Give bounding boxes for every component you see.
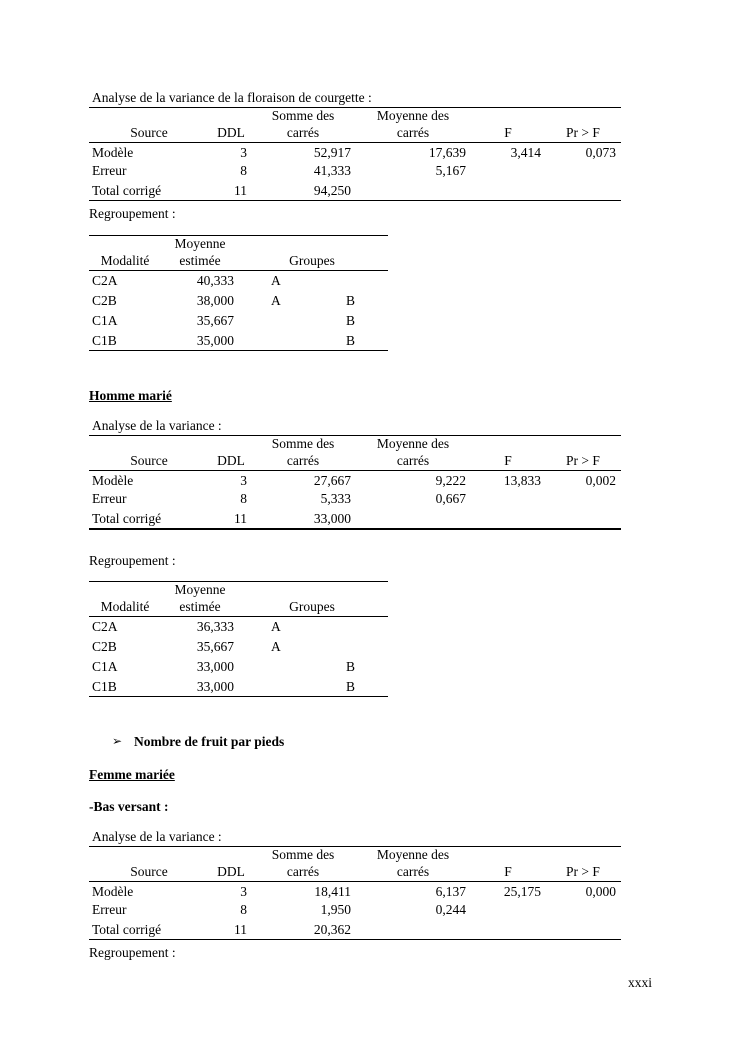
anova-title: Analyse de la variance : xyxy=(92,829,222,844)
header-ss-line1: Somme des xyxy=(271,847,335,862)
row-ddl: 11 xyxy=(234,922,247,937)
header-ss-line2: carrés xyxy=(286,125,320,140)
row-ss: 41,333 xyxy=(313,163,351,178)
row-ddl: 8 xyxy=(240,163,247,178)
row-group-a: A xyxy=(271,293,281,308)
header-p: Pr > F xyxy=(566,453,600,468)
row-f: 25,175 xyxy=(503,884,541,899)
row-source: Modèle xyxy=(92,884,134,899)
row-ss: 1,950 xyxy=(320,902,351,917)
row-modalite: C2B xyxy=(92,293,117,308)
row-mean: 36,333 xyxy=(196,619,234,634)
header-f: F xyxy=(504,453,512,468)
bullet-icon: ➢ xyxy=(112,734,123,748)
section-heading-homme-marie: Homme marié xyxy=(89,388,172,403)
row-ms: 17,639 xyxy=(428,145,466,160)
row-source: Erreur xyxy=(92,902,127,917)
row-modalite: C1A xyxy=(92,659,118,674)
header-source: Source xyxy=(130,125,168,140)
row-group-b: B xyxy=(346,293,356,308)
row-mean: 35,000 xyxy=(196,333,234,348)
row-group-b: B xyxy=(346,333,356,348)
row-mean: 35,667 xyxy=(196,313,234,328)
row-p: 0,000 xyxy=(585,884,616,899)
row-ss: 27,667 xyxy=(313,473,351,488)
row-p: 0,073 xyxy=(585,145,616,160)
header-ms-line1: Moyenne des xyxy=(376,108,450,123)
anova-bottom-rule xyxy=(89,939,621,940)
row-ms: 0,667 xyxy=(435,491,466,506)
row-ss: 18,411 xyxy=(314,884,351,899)
row-ss: 20,362 xyxy=(313,922,351,937)
row-ddl: 11 xyxy=(234,511,247,526)
header-ms-line1: Moyenne des xyxy=(376,847,450,862)
header-modalite: Modalité xyxy=(100,599,150,614)
groups-bottom-rule xyxy=(89,696,388,697)
header-f: F xyxy=(504,864,512,879)
groups-header-rule xyxy=(89,616,388,617)
anova-title: Analyse de la variance : xyxy=(92,418,222,433)
header-mean-line1: Moyenne xyxy=(174,236,226,251)
row-ss: 94,250 xyxy=(313,183,351,198)
row-mean: 38,000 xyxy=(196,293,234,308)
header-source: Source xyxy=(130,453,168,468)
row-mean: 33,000 xyxy=(196,659,234,674)
row-group-b: B xyxy=(346,313,356,328)
header-mean-line2: estimée xyxy=(179,253,221,268)
row-ddl: 11 xyxy=(234,183,247,198)
anova-bottom-rule xyxy=(89,528,621,530)
row-group-a: A xyxy=(271,619,281,634)
header-ss-line2: carrés xyxy=(286,453,320,468)
header-ss-line1: Somme des xyxy=(271,108,335,123)
header-p: Pr > F xyxy=(566,125,600,140)
anova-header-rule xyxy=(89,881,621,882)
row-mean: 35,667 xyxy=(196,639,234,654)
row-modalite: C2A xyxy=(92,619,118,634)
header-modalite: Modalité xyxy=(100,253,150,268)
row-source: Total corrigé xyxy=(92,511,162,526)
header-ms-line2: carrés xyxy=(396,864,430,879)
header-source: Source xyxy=(130,864,168,879)
header-ss-line2: carrés xyxy=(286,864,320,879)
page-number: xxxi xyxy=(628,975,653,990)
row-group-b: B xyxy=(346,679,356,694)
row-mean: 33,000 xyxy=(196,679,234,694)
regroupement-label: Regroupement : xyxy=(89,553,176,568)
groups-header-rule xyxy=(89,270,388,271)
regroupement-label: Regroupement : xyxy=(89,945,176,960)
header-mean-line2: estimée xyxy=(179,599,221,614)
row-ms: 0,244 xyxy=(435,902,466,917)
row-ms: 5,167 xyxy=(435,163,466,178)
row-ms: 6,137 xyxy=(435,884,466,899)
header-f: F xyxy=(504,125,512,140)
anova-title: Analyse de la variance de la floraison de courgette : xyxy=(92,90,372,105)
row-modalite: C2A xyxy=(92,273,118,288)
row-source: Modèle xyxy=(92,145,134,160)
header-mean-line1: Moyenne xyxy=(174,582,226,597)
row-ddl: 3 xyxy=(240,473,247,488)
header-ddl: DDL xyxy=(217,125,245,140)
row-source: Modèle xyxy=(92,473,134,488)
row-ddl: 8 xyxy=(240,902,247,917)
anova-header-rule xyxy=(89,470,621,471)
groups-bottom-rule xyxy=(89,350,388,351)
header-ss-line1: Somme des xyxy=(271,436,335,451)
header-ms-line1: Moyenne des xyxy=(376,436,450,451)
row-group-a: A xyxy=(271,273,281,288)
row-ddl: 3 xyxy=(240,884,247,899)
row-p: 0,002 xyxy=(585,473,616,488)
row-source: Erreur xyxy=(92,163,127,178)
header-p: Pr > F xyxy=(566,864,600,879)
header-groupes: Groupes xyxy=(289,599,335,614)
row-ss: 5,333 xyxy=(320,491,351,506)
header-groupes: Groupes xyxy=(289,253,335,268)
row-ms: 9,222 xyxy=(435,473,466,488)
row-modalite: C1A xyxy=(92,313,118,328)
row-ss: 33,000 xyxy=(313,511,351,526)
regroupement-label: Regroupement : xyxy=(89,206,176,221)
header-ms-line2: carrés xyxy=(396,453,430,468)
anova-header-rule xyxy=(89,142,621,143)
row-f: 13,833 xyxy=(503,473,541,488)
row-group-b: B xyxy=(346,659,356,674)
anova-bottom-rule xyxy=(89,200,621,201)
row-source: Erreur xyxy=(92,491,127,506)
row-ddl: 3 xyxy=(240,145,247,160)
subheading-bas-versant: -Bas versant : xyxy=(89,799,169,814)
row-mean: 40,333 xyxy=(196,273,234,288)
row-group-a: A xyxy=(271,639,281,654)
header-ms-line2: carrés xyxy=(396,125,430,140)
row-ss: 52,917 xyxy=(313,145,351,160)
header-ddl: DDL xyxy=(217,453,245,468)
row-source: Total corrigé xyxy=(92,922,162,937)
row-f: 3,414 xyxy=(510,145,541,160)
row-ddl: 8 xyxy=(240,491,247,506)
bullet-heading-nombre-fruit: Nombre de fruit par pieds xyxy=(134,734,285,749)
row-modalite: C2B xyxy=(92,639,117,654)
row-modalite: C1B xyxy=(92,333,117,348)
header-ddl: DDL xyxy=(217,864,245,879)
section-heading-femme-mariee: Femme mariée xyxy=(89,767,175,782)
row-source: Total corrigé xyxy=(92,183,162,198)
row-modalite: C1B xyxy=(92,679,117,694)
